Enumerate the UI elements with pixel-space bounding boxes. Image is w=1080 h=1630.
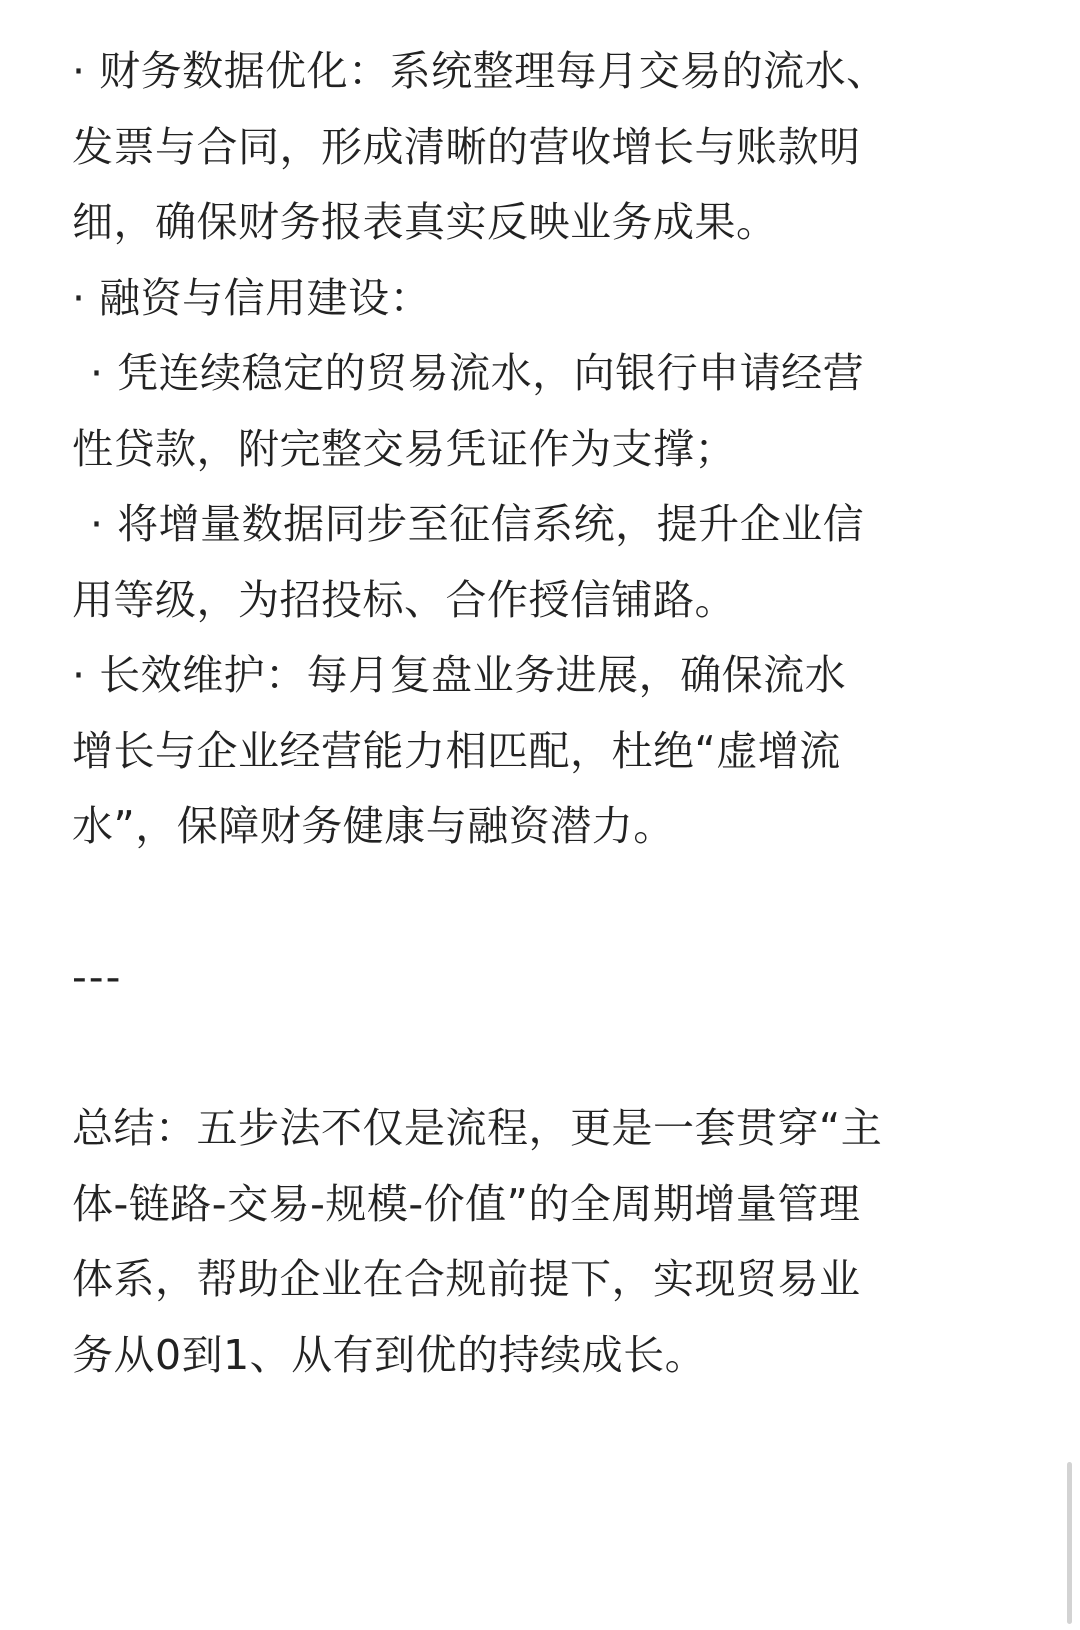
paragraph-line: 细，确保财务报表真实反映业务成果。 [72,198,778,246]
paragraph-line: · 长效维护：每月复盘业务进展，确保流水 [72,651,847,699]
summary-line: 体-链路-交易-规模-价值”的全周期增量管理 [72,1179,861,1228]
sub-bullet-line: · 凭连续稳定的贸易流水，向银行申请经营 [90,349,865,397]
paragraph-line: 增长与企业经营能力相匹配，杜绝“虚增流 [72,726,841,775]
blank-line [72,1016,1002,1092]
paragraph-line: 用等级，为招投标、合作授信铺路。 [72,575,736,624]
sub-bullet-line: · 将增量数据同步至征信系统，提升企业信 [90,500,865,548]
scrollbar[interactable] [1067,1462,1072,1624]
paragraph-line: 发票与合同，形成清晰的营收增长与账款明 [72,122,861,171]
divider: --- [72,953,123,1001]
paragraph-line: · 融资与信用建设： [72,273,432,322]
summary-line: 总结：五步法不仅是流程，更是一套贯穿“主 [72,1104,883,1152]
article-content [72,34,1002,1393]
paragraph-line: · 财务数据优化：系统整理每月交易的流水、 [72,47,888,95]
paragraph-line: 水”，保障财务健康与融资潜力。 [72,802,675,850]
paragraph-line: 性贷款，附完整交易凭证作为支撑； [72,424,736,473]
summary-line: 务从0到1、从有到优的持续成长。 [72,1330,707,1379]
blank-line [72,865,1002,941]
summary-line: 体系，帮助企业在合规前提下，实现贸易业 [72,1255,861,1303]
